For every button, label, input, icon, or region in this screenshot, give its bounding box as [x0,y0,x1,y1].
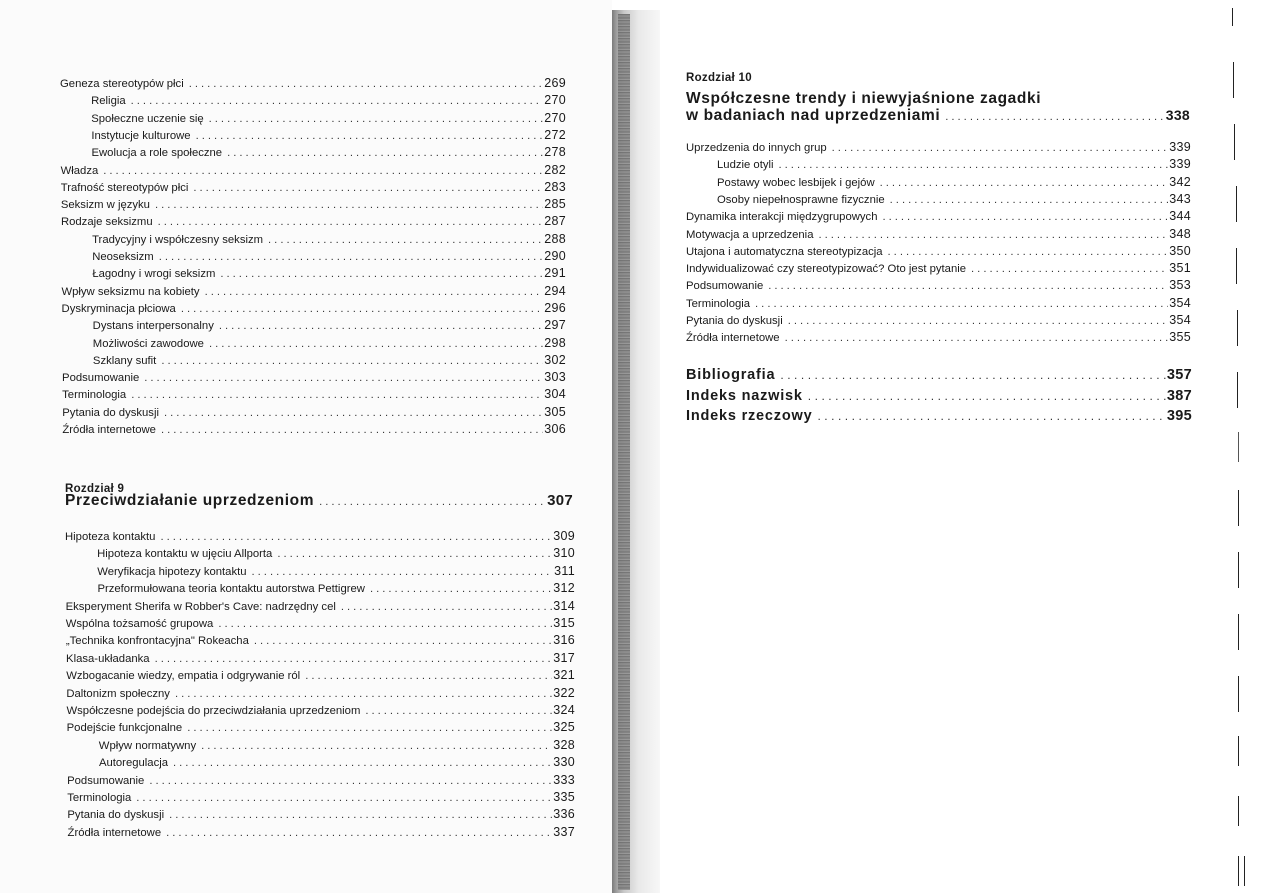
page-edge-mark [1238,432,1239,462]
page-edge-mark [1238,676,1239,712]
toc-entry[interactable] [61,214,566,230]
toc-entry[interactable] [67,720,575,736]
toc-entry-title: Władza [60,164,99,177]
toc-entry-page: 343 [1169,191,1191,206]
toc-entry[interactable] [92,266,566,282]
toc-leader [131,388,543,403]
page-edge-mark [1238,856,1239,886]
toc-leader [305,669,552,684]
chapter-10-label: Rozdział 10 [686,72,752,84]
toc-entry-title: Bibliografia [686,367,776,383]
toc-entry-title: Przeformułowana teoria kontaktu autorstwa Pettigrew [97,583,365,596]
toc-entry-title: Religia [91,95,126,108]
toc-entry-title: Źródła internetowe [62,424,156,436]
toc-entry[interactable] [91,145,566,161]
toc-entry[interactable] [686,313,1191,329]
toc-entry-title: Autoregulacja [98,757,169,770]
toc-entry[interactable] [686,261,1191,277]
toc-leader [159,250,544,265]
toc-entry-page: 354 [1169,295,1191,310]
toc-entry-title: Weryfikacja hipotezy kontaktu [97,565,247,578]
toc-leader [189,77,544,92]
toc-entry-title: Trafność stereotypów płci [60,181,189,194]
toc-entry-page: 339 [1169,140,1191,154]
toc-entry-title: Tradycyjny i współczesny seksizm [92,233,264,246]
toc-leader [169,808,552,823]
toc-entry[interactable] [93,318,566,334]
page-edge-mark [1236,248,1237,284]
toc-entry-page: 317 [553,650,575,665]
toc-entry-title: Pytania do dyskusji [67,809,165,822]
toc-leader [209,112,544,127]
page-edge-mark [1238,796,1239,826]
toc-entry-page: 355 [1169,330,1191,345]
toc-entry[interactable] [66,633,575,649]
toc-entry-page: 325 [553,720,575,735]
toc-entry[interactable] [686,244,1191,260]
toc-entry-title: Ewolucja a role społeczne [91,147,223,160]
chapter-10-title-line1: Współczesne trendy i niewyjaśnione zagadki [686,90,1042,107]
chapter-9-label: Rozdział 9 [65,483,125,495]
toc-entry[interactable] [717,192,1191,208]
toc-entry[interactable] [68,825,575,841]
toc-entry-page: 296 [544,300,566,315]
toc-leader [205,285,544,300]
toc-leader [254,634,552,649]
page-edge-mark [1236,186,1237,222]
toc-entry-title: Terminologia [67,792,132,804]
toc-entry-page: 312 [553,581,575,596]
toc-entry-page: 297 [544,318,566,333]
toc-leader [780,368,1166,383]
toc-entry[interactable] [99,738,575,754]
toc-entry-title: Wpływ normatywny [98,739,197,752]
left-page [0,0,612,893]
toc-entry-title: Neoseksizm [92,251,154,263]
toc-entry[interactable] [93,336,566,352]
toc-entry-title: Daltonizm społeczny [66,687,170,700]
toc-entry[interactable] [686,330,1191,346]
toc-entry-page: 314 [553,598,575,613]
toc-entry-title: „Technika konfrontacyjna" Rokeacha [65,635,249,648]
toc-entry-page: 294 [544,283,566,298]
toc-entry-title: Podejście funkcjonalne [66,722,183,735]
toc-entry-title: Pytania do dyskusji [686,315,783,327]
chapter-9-title[interactable] [65,493,573,510]
toc-entry-page: 290 [544,249,566,263]
toc-entry[interactable] [62,405,566,421]
toc-leader [768,279,1168,294]
toc-leader [817,409,1165,424]
toc-entry[interactable] [65,529,575,545]
toc-entry-page: 303 [544,370,566,385]
toc-leader [219,319,543,334]
toc-entry-page: 278 [544,145,566,160]
toc-entry[interactable] [66,686,575,702]
toc-leader [808,389,1166,404]
toc-entry[interactable] [61,180,566,196]
toc-entry-title: Klasa-układanka [66,652,150,665]
toc-leader [155,652,553,667]
toc-entry[interactable] [686,140,1191,156]
toc-entry-page: 270 [544,110,566,125]
toc-entry[interactable] [91,111,566,127]
toc-entry[interactable] [92,232,566,248]
toc-leader [971,262,1168,277]
toc-entry[interactable] [62,301,566,317]
toc-entry-page: 330 [553,755,575,770]
toc-leader [785,331,1169,346]
toc-entry-page: 291 [544,266,566,281]
page-edge-mark [1238,614,1239,650]
toc-entry[interactable] [97,581,575,597]
toc-entry-title: Podsumowanie [62,372,140,385]
toc-entry-title: Dynamika interakcji międzygrupowych [686,211,878,224]
toc-entry-page: 328 [553,737,575,752]
toc-entry[interactable] [67,773,575,789]
toc-leader [880,176,1169,191]
toc-leader [788,314,1169,329]
toc-entry-page: 350 [1169,243,1191,258]
right-page [612,0,1264,893]
toc-leader [220,267,543,282]
page-edge-mark [1233,62,1234,98]
toc-entry-page: 387 [1166,387,1192,404]
toc-entry-title: Rodzaje seksizmu [60,216,153,229]
toc-entry-title: Współczesne podejścia do przeciwdziałania uprzedzeniom [66,705,361,717]
toc-entry[interactable] [99,755,575,771]
toc-entry[interactable] [67,790,575,806]
toc-leader [196,129,544,144]
toc-entry-title: Podsumowanie [686,280,764,293]
toc-leader [193,181,543,196]
toc-leader [155,198,543,213]
toc-entry-page: 324 [553,703,575,717]
toc-entry-page: 283 [544,179,566,194]
toc-entry-page: 311 [554,563,575,578]
toc-entry-page: 315 [553,616,575,630]
toc-entry-title: Źródła internetowe [686,332,780,345]
toc-leader [268,233,543,248]
toc-leader [201,739,552,754]
toc-entry[interactable] [97,546,575,562]
toc-entry[interactable] [686,409,1192,424]
toc-entry-page: 395 [1166,408,1192,424]
toc-entry-page: 302 [544,352,566,367]
toc-entry[interactable] [97,564,575,580]
toc-entry[interactable] [66,651,575,667]
toc-entry-page: 354 [1169,313,1191,327]
toc-entry[interactable] [66,616,575,632]
toc-entry[interactable] [91,93,566,109]
toc-leader [890,193,1169,208]
toc-entry-title: Wspólna tożsamość grupowa [65,618,214,630]
toc-entry[interactable] [717,175,1191,191]
toc-entry-title: Hipoteza kontaktu [65,531,156,543]
toc-leader [131,94,544,109]
toc-entry[interactable] [91,128,566,144]
toc-leader [888,245,1169,260]
toc-leader [175,687,552,702]
toc-entry-title: Źródła internetowe [67,826,162,839]
toc-entry[interactable] [62,387,566,403]
toc-entry-title: Utajona i automatyczna stereotypizacja [686,245,883,258]
chapter-10-page: 338 [1165,107,1190,123]
toc-entry-title: Indeks rzeczowy [686,408,813,424]
toc-entry[interactable] [61,284,566,300]
toc-leader [136,791,552,806]
page-edge-mark [1237,372,1238,408]
toc-entry-page: 339 [1169,157,1191,172]
toc-leader [149,774,552,789]
toc-leader [161,423,543,438]
toc-entry-title: Eksperyment Sherifa w Robber's Cave: nadrzędny cel [65,600,336,613]
toc-entry-page: 272 [544,127,566,142]
toc-entry-page: 335 [553,790,575,804]
toc-entry-page: 348 [1169,226,1191,241]
page-edge-mark [1238,736,1239,766]
toc-entry-title: Osoby niepełnosprawne fizycznie [717,193,885,206]
chapter-9-title-text: Przeciwdziałanie uprzedzeniom [65,492,315,509]
toc-entry[interactable] [92,249,566,265]
toc-entry[interactable] [62,422,566,438]
toc-entry[interactable] [66,668,575,684]
page-edge-mark [1238,490,1239,526]
toc-leader [365,704,552,719]
toc-leader [103,164,543,179]
toc-entry-title: Możliwości zawodowe [92,337,204,350]
toc-entry[interactable] [686,296,1191,312]
toc-entry[interactable] [717,157,1191,173]
toc-entry-page: 351 [1169,261,1191,276]
toc-entry-title: Podsumowanie [67,774,145,787]
toc-entry-title: Społeczne uczenie się [91,112,204,125]
toc-entry-page: 282 [544,162,566,177]
toc-entry-title: Seksizm w języku [60,199,150,212]
page-edge-mark [1237,310,1238,346]
toc-entry-page: 337 [553,824,575,839]
toc-leader [209,337,543,352]
toc-entry[interactable] [60,76,566,92]
toc-leader [173,756,552,771]
toc-entry-title: Indywidualizować czy stereotypizować? Oto jest pytanie [686,263,967,276]
toc-leader [945,110,1164,125]
toc-leader [370,582,552,597]
toc-leader [277,547,552,562]
toc-leader [158,215,544,230]
toc-entry-title: Geneza stereotypów płci [60,78,184,90]
toc-entry-title: Postawy wobec lesbijek i gejów [717,176,875,189]
toc-entry-page: 316 [553,633,575,648]
toc-entry-title: Terminologia [686,297,751,310]
toc-leader [181,302,543,317]
toc-entry[interactable] [66,599,575,615]
toc-entry-page: 353 [1169,278,1191,293]
toc-entry-page: 298 [544,335,566,350]
toc-entry-page: 304 [544,387,566,402]
toc-entry[interactable] [686,209,1191,225]
toc-leader [161,354,543,369]
toc-entry[interactable] [93,353,566,369]
toc-entry[interactable] [61,163,566,179]
toc-leader [160,530,552,545]
toc-entry[interactable] [686,368,1192,383]
toc-entry-page: 342 [1169,174,1191,189]
toc-entry-title: Łagodny i wrogi seksizm [92,268,216,281]
toc-entry[interactable] [67,703,576,719]
toc-entry-page: 269 [544,76,566,90]
toc-leader [187,721,552,736]
toc-entry[interactable] [61,197,566,213]
toc-leader [144,371,543,386]
toc-entry-title: Indeks nazwisk [686,387,803,404]
page-edge-mark [1244,856,1245,886]
toc-entry-title: Uprzedzenia do innych grup [686,142,827,154]
chapter-10-title-line2[interactable] [686,108,1190,125]
toc-entry-title: Pytania do dyskusji [62,406,159,419]
toc-entry-title: Wpływ seksizmu na kobiety [61,285,200,298]
toc-leader [227,146,543,161]
toc-entry-title: Dystans interpersonalny [92,320,214,333]
toc-entry-title: Motywacja a uprzedzenia [686,228,814,241]
toc-leader [252,565,554,580]
toc-leader [218,617,552,632]
toc-entry-title: Wzbogacanie wiedzy, empatia i odgrywanie ról [66,670,301,683]
page-edge-mark [1238,552,1239,588]
toc-entry-page: 285 [544,197,566,212]
chapter-9-page: 307 [547,492,573,509]
toc-entry-page: 310 [553,546,575,561]
toc-entry[interactable] [686,278,1191,294]
toc-entry-title: Instytucje kulturowe [91,129,191,142]
toc-entry-page: 321 [553,668,575,683]
toc-entry-title: Ludzie otyli [717,159,774,172]
toc-leader [818,228,1168,243]
toc-entry-title: Dyskryminacja płciowa [61,302,176,315]
toc-entry-page: 336 [553,807,575,822]
toc-entry[interactable] [62,370,566,386]
toc-leader [832,141,1169,156]
page-edge-mark [1234,124,1235,160]
toc-entry-page: 344 [1169,209,1191,224]
toc-leader [883,210,1169,225]
toc-entry-title: Szklany sufit [92,354,157,367]
toc-leader [164,406,543,421]
toc-leader [319,495,546,510]
toc-entry-title: Terminologia [62,389,127,402]
toc-entry[interactable] [686,227,1191,243]
toc-entry-page: 333 [553,772,575,787]
toc-entry-page: 287 [544,214,566,229]
toc-leader [779,158,1169,173]
toc-leader [166,826,552,841]
page-edge-mark [1232,8,1233,26]
toc-entry-page: 309 [553,529,575,543]
toc-leader [755,297,1168,312]
toc-entry-page: 270 [544,93,566,108]
toc-entry-title: Hipoteza kontaktu w ujęciu Allporta [97,548,273,561]
toc-entry[interactable] [686,389,1192,404]
toc-leader [341,600,552,615]
toc-entry-page: 288 [544,231,566,246]
toc-entry[interactable] [67,807,575,823]
toc-entry-page: 305 [544,404,566,419]
toc-entry-page: 357 [1166,367,1192,383]
toc-entry-page: 306 [544,422,566,436]
chapter-10-title-text: w badaniach nad uprzedzeniami [686,107,941,124]
toc-entry-page: 322 [553,685,575,700]
